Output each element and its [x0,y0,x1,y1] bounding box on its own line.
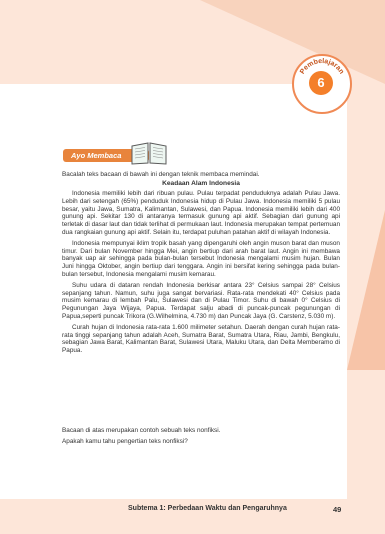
page-number: 49 [333,505,342,514]
article-paragraph-2: Indonesia mempunyai iklim tropik basah yang dipengaruhi oleh angin muson barat dan muson timur. Dari bulan November hingga Mei, angin bertiup dari arah barat laut. Angin ini membawa banyak uap air sehingga pada bulan-bulan tersebut Indonesia mengalami musim hujan. Bulan Juni hingga Oktober, angin bertiup dari tenggara. Angin ini bersifat kering sehingga pada bulan-bulan tersebut, Indonesia mengalami musim kemarau. [62,239,340,278]
footer-subtitle: Subtema 1: Perbedaan Waktu dan Pengaruhnya [128,505,287,512]
lesson-badge [292,54,352,114]
article-body [62,190,340,355]
article-title: Keadaan Alam Indonesia [162,180,240,187]
badge-label: Pembelajaran [299,57,345,76]
article-paragraph-1: Indonesia memiliki lebih dari ribuan pulau. Pulau terpadat penduduknya adalah Pulau Jawa. Lebih dari setengah (65%) penduduk Indonesia hidup di Pulau Jawa. Indonesia memiliki 5 pulau besar, yaitu Jawa, Sumatra, Kalimantan, Sulawesi, dan Papua. Indonesia memiliki lebih dari 400 gunung api. Sekitar 130 di antaranya termasuk gunung api aktif. Sebagian dari gunung api terletak di dasar laut dan tidak terlihat di permukaan laut. Indonesia merupakan tempat pertemuan dua rangkaian gunung api aktif. Selain itu, terdapat puluhan patahan aktif di wilayah Indonesia. [62,190,340,236]
lesson-number: 6 [309,71,333,95]
intro-text: Bacalah teks bacaan di bawah ini dengan teknik membaca memindai. [62,171,260,178]
closing-line-1: Bacaan di atas merupakan contoh sebuah teks nonfiksi. [62,427,221,434]
side-decoration [347,210,385,370]
article-paragraph-3: Suhu udara di dataran rendah Indonesia berkisar antara 23° Celsius sampai 28° Celsius sepanjang tahun. Namun, suhu juga sangat bervariasi. Rata-rata mendekati 40° Celsius pada musim kemarau di lembah Palu, Sulawesi dan di Pulau Timor. Suhu di bawah 0° Celsius di Pegunungan Jaya Wijaya, Papua. Terdapat salju abadi di puncak-puncak pegunungan di Papua,seperti puncak Trikora (G.Wilhelmina, 4.730 m) dan Puncak Jaya (G. Carstenz, 5.030 m). [62,281,340,320]
book-icon [129,140,169,166]
section-label: Ayo Membaca [71,151,122,160]
article-paragraph-4: Curah hujan di Indonesia rata-rata 1.600 milimeter setahun. Daerah dengan curah hujan rata-rata tinggi sepanjang tahun adalah Aceh, Sumatra Barat, Sumatra Utara, Riau, Jambi, Bengkulu, sebagian Jawa Barat, Kalimantan Barat, Sulawesi Utara, Maluku Utara, dan Delta Memberamo di Papua. [62,323,340,355]
closing-line-2: Apakah kamu tahu pengertian teks nonfiksi? [62,438,188,445]
